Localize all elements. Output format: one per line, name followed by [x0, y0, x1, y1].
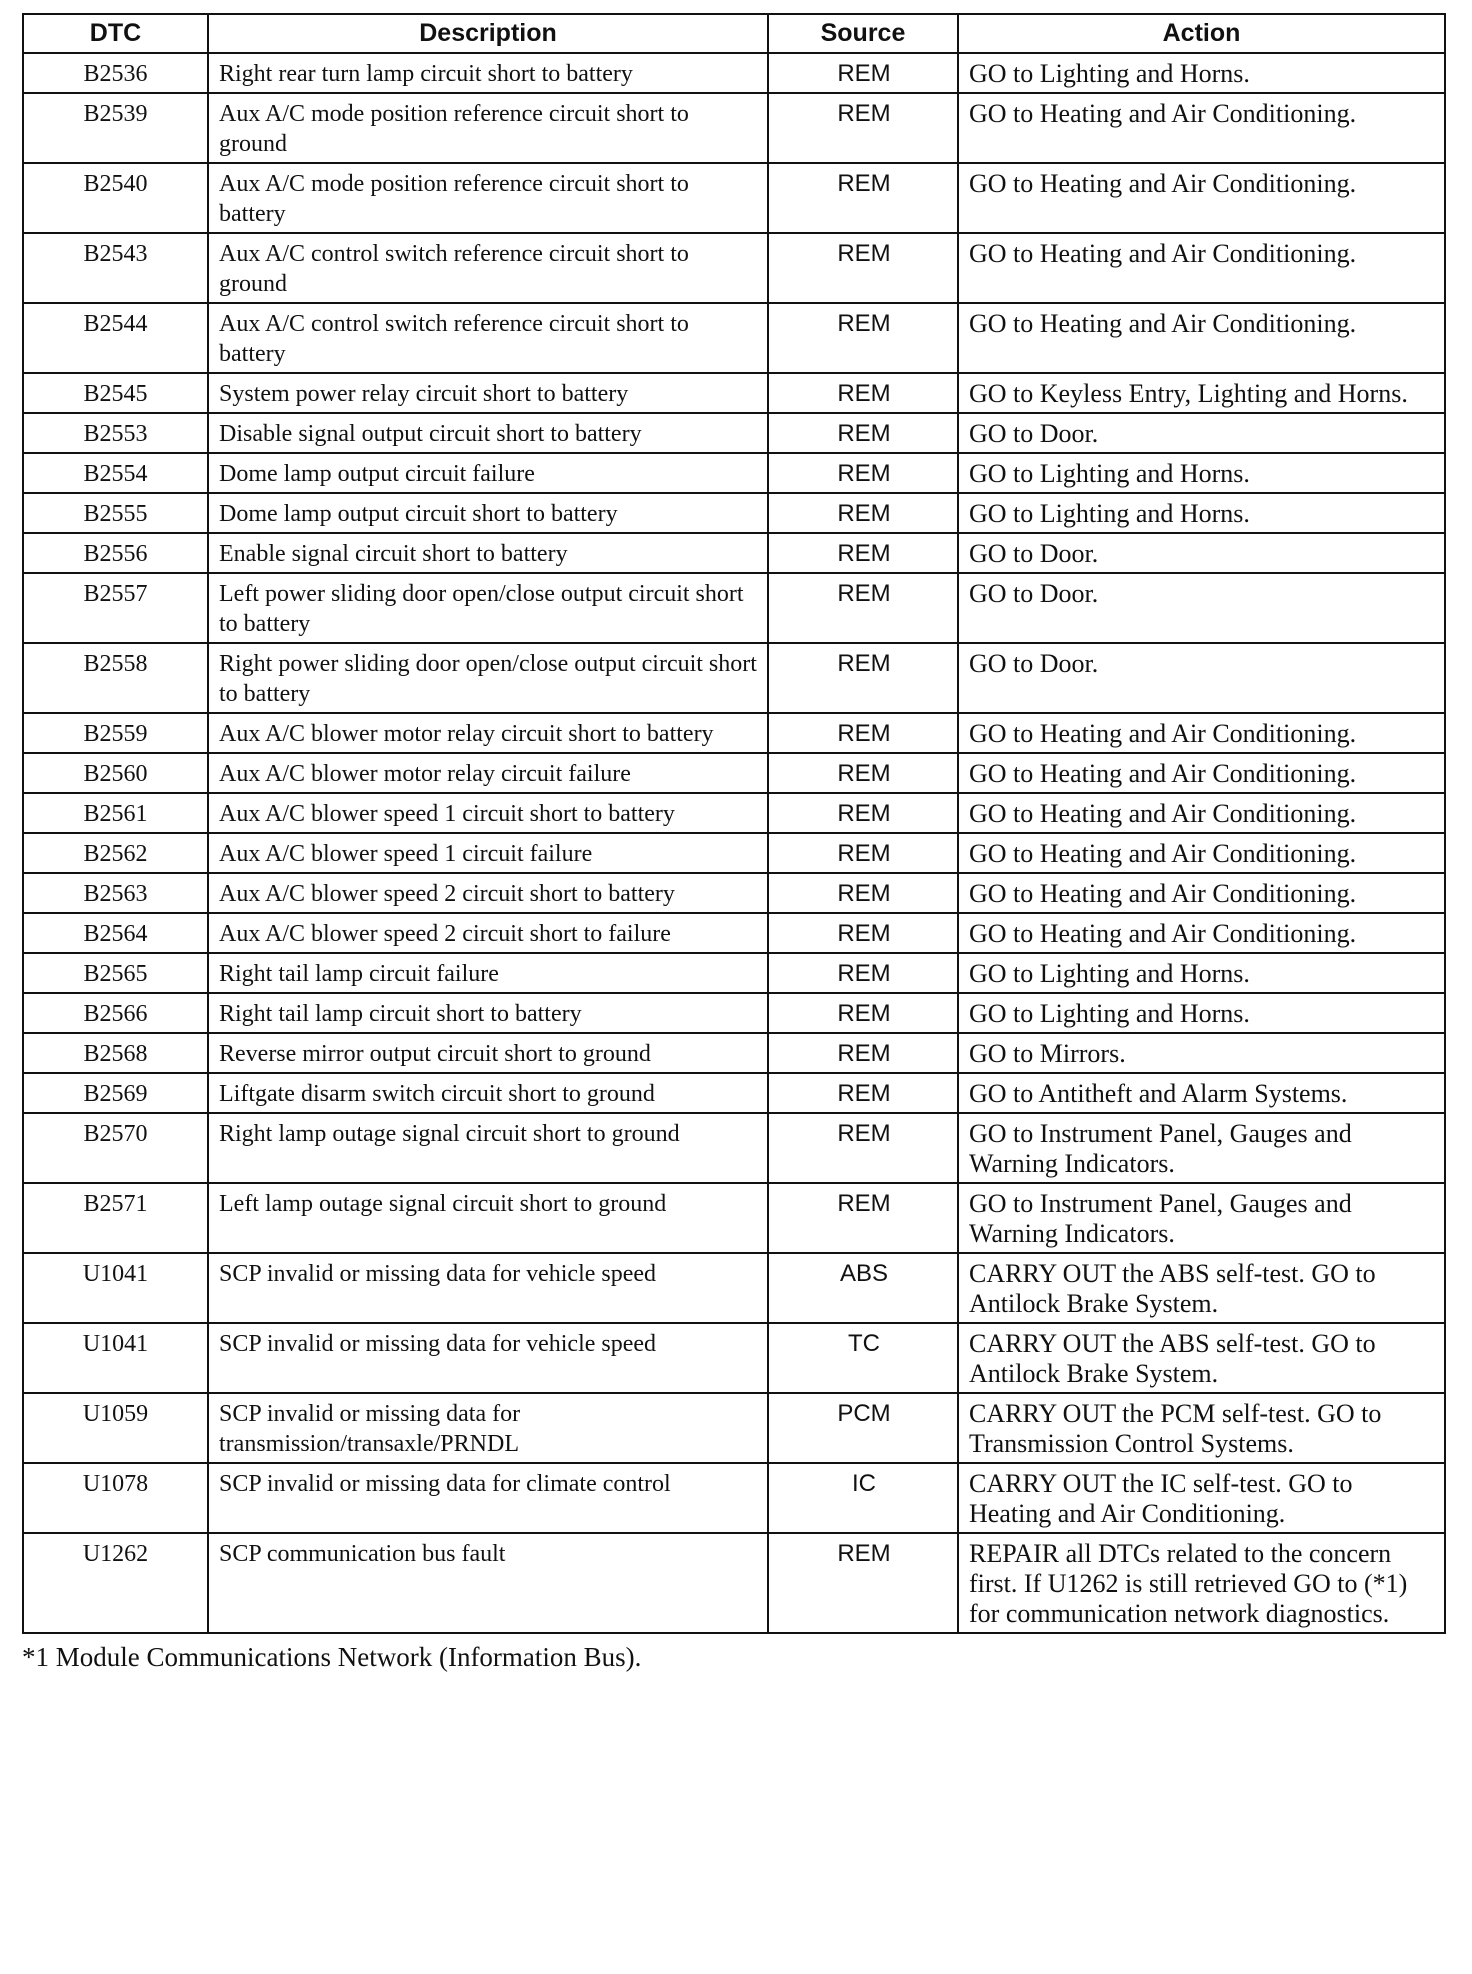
action-cell: GO to Heating and Air Conditioning. [958, 913, 1445, 953]
table-row [23, 713, 1445, 753]
dtc-code-cell: B2544 [23, 303, 208, 373]
dtc-table [22, 13, 1446, 1634]
description-cell: Aux A/C blower motor relay circuit short to battery [208, 713, 768, 753]
description-cell: Aux A/C blower speed 1 circuit short to battery [208, 793, 768, 833]
table-row [23, 873, 1445, 913]
header-dtc: DTC [23, 14, 208, 53]
source-cell: REM [768, 573, 958, 643]
action-cell: GO to Heating and Air Conditioning. [958, 793, 1445, 833]
dtc-code-cell: B2565 [23, 953, 208, 993]
source-cell: REM [768, 373, 958, 413]
description-cell: SCP invalid or missing data for transmission/transaxle/PRNDL [208, 1393, 768, 1463]
action-cell: GO to Lighting and Horns. [958, 53, 1445, 93]
source-cell: TC [768, 1323, 958, 1393]
description-cell: Aux A/C blower speed 2 circuit short to failure [208, 913, 768, 953]
source-cell: REM [768, 833, 958, 873]
action-cell: GO to Lighting and Horns. [958, 993, 1445, 1033]
description-cell: Aux A/C blower speed 1 circuit failure [208, 833, 768, 873]
dtc-code-cell: U1078 [23, 1463, 208, 1533]
table-header-row [23, 14, 1445, 53]
document-page [22, 13, 1444, 1674]
action-cell: GO to Heating and Air Conditioning. [958, 303, 1445, 373]
action-cell: GO to Door. [958, 573, 1445, 643]
action-cell: GO to Heating and Air Conditioning. [958, 93, 1445, 163]
description-cell: Right rear turn lamp circuit short to battery [208, 53, 768, 93]
dtc-code-cell: U1262 [23, 1533, 208, 1633]
source-cell: REM [768, 1073, 958, 1113]
footnote: *1 Module Communications Network (Information Bus). [22, 1642, 642, 1672]
source-cell: REM [768, 1183, 958, 1253]
dtc-code-cell: B2553 [23, 413, 208, 453]
description-cell: Aux A/C control switch reference circuit short to ground [208, 233, 768, 303]
table-row [23, 573, 1445, 643]
table-row [23, 1073, 1445, 1113]
description-cell: SCP invalid or missing data for vehicle speed [208, 1253, 768, 1323]
table-row [23, 533, 1445, 573]
source-cell: REM [768, 493, 958, 533]
action-cell: CARRY OUT the PCM self-test. GO to Transmission Control Systems. [958, 1393, 1445, 1463]
description-cell: Aux A/C mode position reference circuit short to ground [208, 93, 768, 163]
source-cell: REM [768, 643, 958, 713]
dtc-code-cell: B2554 [23, 453, 208, 493]
table-row [23, 373, 1445, 413]
description-cell: Liftgate disarm switch circuit short to ground [208, 1073, 768, 1113]
action-cell: GO to Door. [958, 533, 1445, 573]
action-cell: CARRY OUT the ABS self-test. GO to Antilock Brake System. [958, 1253, 1445, 1323]
table-row [23, 53, 1445, 93]
table-row [23, 913, 1445, 953]
description-cell: Reverse mirror output circuit short to ground [208, 1033, 768, 1073]
description-cell: SCP invalid or missing data for vehicle speed [208, 1323, 768, 1393]
source-cell: IC [768, 1463, 958, 1533]
action-cell: GO to Heating and Air Conditioning. [958, 833, 1445, 873]
description-cell: Right tail lamp circuit short to battery [208, 993, 768, 1033]
table-row [23, 163, 1445, 233]
description-cell: Enable signal circuit short to battery [208, 533, 768, 573]
source-cell: REM [768, 793, 958, 833]
table-row [23, 1183, 1445, 1253]
table-row [23, 1033, 1445, 1073]
table-row [23, 1253, 1445, 1323]
source-cell: REM [768, 1533, 958, 1633]
table-row [23, 493, 1445, 533]
action-cell: GO to Antitheft and Alarm Systems. [958, 1073, 1445, 1113]
action-cell: GO to Instrument Panel, Gauges and Warning Indicators. [958, 1113, 1445, 1183]
dtc-code-cell: B2543 [23, 233, 208, 303]
dtc-code-cell: U1041 [23, 1253, 208, 1323]
source-cell: ABS [768, 1253, 958, 1323]
action-cell: GO to Lighting and Horns. [958, 493, 1445, 533]
dtc-code-cell: B2558 [23, 643, 208, 713]
table-body [23, 53, 1445, 1633]
source-cell: REM [768, 453, 958, 493]
description-cell: System power relay circuit short to battery [208, 373, 768, 413]
action-cell: GO to Lighting and Horns. [958, 953, 1445, 993]
action-cell: GO to Heating and Air Conditioning. [958, 713, 1445, 753]
dtc-code-cell: B2561 [23, 793, 208, 833]
dtc-code-cell: B2556 [23, 533, 208, 573]
description-cell: Right lamp outage signal circuit short to ground [208, 1113, 768, 1183]
description-cell: Left lamp outage signal circuit short to ground [208, 1183, 768, 1253]
action-cell: REPAIR all DTCs related to the concern first. If U1262 is still retrieved GO to (*1) for communication network diagnostics. [958, 1533, 1445, 1633]
description-cell: Aux A/C blower motor relay circuit failure [208, 753, 768, 793]
source-cell: REM [768, 303, 958, 373]
header-action: Action [958, 14, 1445, 53]
source-cell: REM [768, 993, 958, 1033]
table-row [23, 753, 1445, 793]
table-row [23, 303, 1445, 373]
table-row [23, 1533, 1445, 1633]
table-row [23, 233, 1445, 303]
description-cell: SCP communication bus fault [208, 1533, 768, 1633]
source-cell: REM [768, 93, 958, 163]
action-cell: GO to Heating and Air Conditioning. [958, 873, 1445, 913]
dtc-code-cell: U1059 [23, 1393, 208, 1463]
dtc-code-cell: B2566 [23, 993, 208, 1033]
source-cell: REM [768, 953, 958, 993]
header-source: Source [768, 14, 958, 53]
description-cell: SCP invalid or missing data for climate control [208, 1463, 768, 1533]
source-cell: REM [768, 913, 958, 953]
table-row [23, 833, 1445, 873]
description-cell: Dome lamp output circuit failure [208, 453, 768, 493]
dtc-code-cell: B2570 [23, 1113, 208, 1183]
source-cell: REM [768, 873, 958, 913]
source-cell: REM [768, 163, 958, 233]
action-cell: GO to Heating and Air Conditioning. [958, 753, 1445, 793]
dtc-code-cell: B2536 [23, 53, 208, 93]
table-row [23, 993, 1445, 1033]
action-cell: CARRY OUT the IC self-test. GO to Heating and Air Conditioning. [958, 1463, 1445, 1533]
source-cell: REM [768, 53, 958, 93]
source-cell: REM [768, 1033, 958, 1073]
table-row [23, 453, 1445, 493]
dtc-code-cell: B2562 [23, 833, 208, 873]
table-row [23, 643, 1445, 713]
description-cell: Right power sliding door open/close output circuit short to battery [208, 643, 768, 713]
description-cell: Right tail lamp circuit failure [208, 953, 768, 993]
table-row [23, 1113, 1445, 1183]
action-cell: GO to Heating and Air Conditioning. [958, 163, 1445, 233]
source-cell: REM [768, 1113, 958, 1183]
source-cell: REM [768, 413, 958, 453]
description-cell: Dome lamp output circuit short to battery [208, 493, 768, 533]
description-cell: Aux A/C control switch reference circuit short to battery [208, 303, 768, 373]
source-cell: REM [768, 233, 958, 303]
dtc-code-cell: B2545 [23, 373, 208, 413]
table-row [23, 1463, 1445, 1533]
source-cell: REM [768, 753, 958, 793]
dtc-code-cell: B2539 [23, 93, 208, 163]
table-row [23, 793, 1445, 833]
action-cell: GO to Keyless Entry, Lighting and Horns. [958, 373, 1445, 413]
table-row [23, 1323, 1445, 1393]
dtc-code-cell: B2563 [23, 873, 208, 913]
dtc-code-cell: B2557 [23, 573, 208, 643]
description-cell: Left power sliding door open/close output circuit short to battery [208, 573, 768, 643]
dtc-code-cell: B2569 [23, 1073, 208, 1113]
source-cell: PCM [768, 1393, 958, 1463]
description-cell: Disable signal output circuit short to battery [208, 413, 768, 453]
action-cell: GO to Door. [958, 643, 1445, 713]
action-cell: GO to Instrument Panel, Gauges and Warning Indicators. [958, 1183, 1445, 1253]
header-description: Description [208, 14, 768, 53]
table-row [23, 413, 1445, 453]
action-cell: CARRY OUT the ABS self-test. GO to Antilock Brake System. [958, 1323, 1445, 1393]
dtc-code-cell: B2568 [23, 1033, 208, 1073]
dtc-code-cell: B2564 [23, 913, 208, 953]
source-cell: REM [768, 713, 958, 753]
table-row [23, 1393, 1445, 1463]
dtc-code-cell: B2555 [23, 493, 208, 533]
action-cell: GO to Mirrors. [958, 1033, 1445, 1073]
description-cell: Aux A/C blower speed 2 circuit short to battery [208, 873, 768, 913]
table-row [23, 953, 1445, 993]
action-cell: GO to Door. [958, 413, 1445, 453]
action-cell: GO to Heating and Air Conditioning. [958, 233, 1445, 303]
dtc-code-cell: B2559 [23, 713, 208, 753]
table-row [23, 93, 1445, 163]
action-cell: GO to Lighting and Horns. [958, 453, 1445, 493]
source-cell: REM [768, 533, 958, 573]
dtc-code-cell: B2540 [23, 163, 208, 233]
dtc-code-cell: U1041 [23, 1323, 208, 1393]
description-cell: Aux A/C mode position reference circuit short to battery [208, 163, 768, 233]
dtc-code-cell: B2571 [23, 1183, 208, 1253]
dtc-code-cell: B2560 [23, 753, 208, 793]
